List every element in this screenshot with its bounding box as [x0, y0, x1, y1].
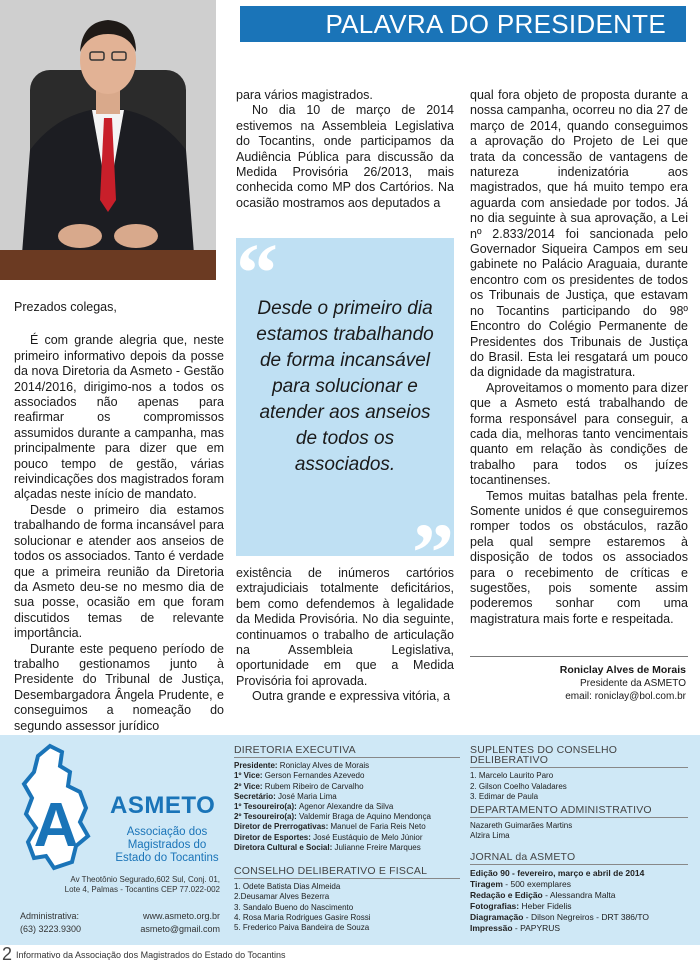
paragraph: Desde o primeiro dia estamos trabalhando de forma incansável para solucionar e atender aos anseios de todos os associados. Tanto é verdade que a primeira reunião da Diretoria da Asmeto deu-se no mesmo dia de sua posse, ocasião em que foram discutidos temas de relevante importância.	[14, 502, 224, 641]
credit-value: José Maria Lima	[278, 791, 337, 801]
credit-value: Roniclay Alves de Morais	[279, 761, 370, 771]
publication-name: Informativo da Associação dos Magistrados do Estado do Tocantins	[16, 950, 286, 960]
credit-value: José Eustáquio de Melo Júnior	[313, 832, 423, 842]
departamento-administrativo	[470, 805, 688, 842]
credit-label: Fotografias:	[470, 901, 522, 912]
credit-value: Julianne Freire Marques	[334, 842, 421, 852]
credit-label: Diretora Cultural e Social:	[234, 842, 335, 852]
credit-value: - PAPYRUS	[514, 923, 561, 934]
credit-value: Agenor Alexandre da Silva	[299, 802, 394, 812]
credit-label: Diretor de Esportes:	[234, 832, 314, 842]
contact-block	[20, 910, 220, 936]
list-item: 2. Gilson Coelho Valadares	[470, 781, 567, 791]
paragraph: Aproveitamos o momento para dizer que a Asmeto está trabalhando de forma responsável para conseguir, a cada dia, melhoras tanto vencimentais quanto em relação às condições de trabalho para todos os juízes tocantinenses.	[470, 380, 688, 488]
credit-row	[470, 890, 688, 901]
section-heading: DEPARTAMENTO ADMINISTRATIVO	[470, 805, 688, 818]
edition-line: Edição 90 - fevereiro, março e abril de 2014	[470, 868, 645, 879]
tocantins-map-icon	[10, 742, 110, 872]
credit-label: 1º Vice:	[234, 771, 265, 781]
credit-row	[470, 901, 688, 912]
credit-row	[470, 879, 688, 890]
credit-label: Diretor de Prerrogativas:	[234, 822, 331, 832]
article-column-2-top	[236, 88, 454, 211]
signature-divider	[470, 656, 688, 657]
credit-row	[470, 923, 688, 934]
section-heading: CONSELHO DELIBERATIVO E FISCAL	[234, 866, 460, 879]
diretoria-executiva	[234, 745, 460, 853]
credit-label: 1º Tesoureiro(a):	[234, 802, 300, 812]
list-item: 1. Odete Batista Dias Almeida	[234, 882, 341, 892]
credit-value: - Dilson Negreiros - DRT 386/TO	[525, 912, 650, 923]
credit-row	[234, 833, 460, 843]
logo-letter: A	[33, 791, 79, 860]
article-column-2-bottom	[236, 566, 454, 705]
address-line-2: Lote 4, Palmas - Tocantins CEP 77.022-002	[64, 885, 220, 894]
open-quote-icon: “	[236, 227, 278, 320]
paragraph: Temos muitas batalhas pela frente. Somente unidos é que conseguiremos romper todos os obstáculos, razão pela qual sempre estaremos à disposição de todos os associados para o recebimento de críticas e sugestões, pois somente assim poderemos sonhar com uma magistratura mais forte e respeitada.	[470, 488, 688, 626]
president-photo	[0, 0, 216, 280]
credit-label: Tiragem	[470, 879, 506, 890]
paragraph: Outra grande e expressiva vitória, a	[252, 689, 451, 704]
contact-label: Administrativa:	[20, 911, 80, 921]
credit-value: Gerson Fernandes Azevedo	[264, 771, 365, 781]
logo-title: ASMETO	[110, 792, 216, 819]
section-heading: DIRETORIA EXECUTIVA	[234, 745, 460, 758]
list-item: Nazareth Guimarães Martins	[470, 821, 573, 831]
paragraph: É com grande alegria que, neste primeiro informativo depois da posse da nova Diretoria da Asmeto - Gestão 2014/2016, dirigimo-nos a todos os associados não apenas para reafirmar os compromissos assumidos durante a campanha, mas principalmente para dizer que em pouco tempo de gestão, várias reivindicações dos magistrados foram alçadas neste início de mandato.	[14, 333, 224, 502]
signature-block	[560, 664, 686, 703]
credit-value: Manuel de Faria Reis Neto	[330, 822, 426, 832]
credit-row	[234, 822, 460, 832]
paragraph: existência de inúmeros cartórios extrajudiciais totalmente deficitários, bem como defendemos à legalidade da Medida Provisória. No dia seguinte, continuamos o trabalho de articulação na Assembleia Legislativa, oportunidade em que a Medida Provisória foi aprovada.	[236, 566, 454, 688]
pull-quote	[236, 227, 454, 600]
credit-label: Diagramação	[470, 912, 526, 923]
signature-name: Roniclay Alves de Morais	[559, 664, 686, 676]
conselho-deliberativo	[234, 866, 460, 933]
greeting: Prezados colegas,	[14, 300, 117, 314]
credit-row	[234, 843, 460, 853]
credit-row	[470, 912, 688, 923]
phone-number: (63) 3223.9300	[20, 924, 82, 934]
signature-role: Presidente da ASMETO	[580, 678, 686, 689]
article-column-3	[470, 88, 688, 627]
credit-value: - 500 exemplares	[505, 879, 571, 890]
credit-row	[234, 771, 460, 781]
list-item: 2.Deusamar Alves Bezerra	[234, 892, 330, 902]
signature-email[interactable]: email: roniclay@bol.com.br	[565, 691, 686, 702]
list-item: Alzira Lima	[470, 831, 510, 841]
website-link[interactable]: www.asmeto.org.br	[142, 911, 220, 921]
page-title: PALAVRA DO PRESIDENTE	[325, 9, 666, 39]
credit-value: - Alessandra Malta	[545, 890, 616, 901]
address-line-1: Av Theotônio Segurado,602 Sul, Conj. 01,	[70, 875, 220, 884]
section-heading: JORNAL da ASMETO	[470, 852, 688, 865]
credit-label: Redação e Edição	[470, 890, 546, 901]
address	[20, 875, 220, 895]
credit-value: Rubem Ribeiro de Carvalho	[264, 781, 364, 791]
credit-label: Secretário:	[234, 791, 279, 801]
list-item: 3. Sandalo Bueno do Nascimento	[234, 902, 354, 912]
credit-row	[234, 792, 460, 802]
suplentes	[470, 745, 688, 802]
list-item: 3. Edimar de Paula	[470, 791, 539, 801]
list-item: 4. Rosa Maria Rodrigues Gasire Rossi	[234, 912, 371, 922]
paragraph: qual fora objeto de proposta durante a nossa campanha, ocorreu no dia 27 de março de 2014, quando conseguimos a aprovação do Projeto de Lei que trata da concessão de vantagens de natureza indenizatória aos magistrados, que há muito tempo era aguarda com ansiedade por todos. Já no dia seguinte à sua aprovação, a Lei nº 2.833/2014 foi sancionada pelo Governador Siqueira Campos em seu gabinete no Palácio Araguaia, durante encontro com os presidentes de todos os Tribunais de Justiça, que estavam no Tocantins participando do 98º Encontro do Colégio Permanente de Presidentes dos Tribunais de Justiça do Brasil. Esta lei resgatará um pouco da dignidade da magistratura.	[470, 88, 688, 380]
credit-row	[234, 802, 460, 812]
jornal-credits	[470, 852, 688, 934]
article-column-1	[14, 300, 224, 734]
credit-row	[234, 782, 460, 792]
paragraph: No dia 10 de março de 2014 estivemos na Assembleia Legislativa do Tocantins, onde participamos da Audiência Pública para discussão da Medida Provisória 26/2013, mais conhecida como MP dos Cartórios. Na ocasião mostramos aos deputados a	[236, 103, 454, 210]
credit-value: Heber Fidelis	[521, 901, 572, 912]
list-item: 5. Frederico Paiva Bandeira de Souza	[234, 923, 370, 933]
credit-label: 2º Vice:	[234, 781, 265, 791]
credit-label: 2º Tesoureiro(a):	[234, 812, 300, 822]
header-bar	[240, 6, 686, 42]
page-footer	[0, 944, 700, 965]
page-number: 2	[2, 944, 13, 964]
credit-label: Presidente:	[234, 761, 280, 771]
credit-label: Impressão	[470, 923, 515, 934]
list-item: 1. Marcelo Laurito Paro	[470, 771, 554, 781]
close-quote-icon: ”	[412, 507, 454, 600]
logo-subtitle: Associação dos Magistrados do Estado do Tocantins	[115, 826, 219, 864]
section-heading: SUPLENTES DO CONSELHO DELIBERATIVO	[470, 745, 688, 768]
pull-quote-text: Desde o primeiro dia estamos trabalhando de forma incansável para solucionar e atender aos anseios de todos os associados.	[256, 298, 434, 475]
paragraph: Durante este pequeno período de trabalho gestionamos junto à Presidente do Tribunal de Justiça, Desembargadora Ângela Prudente, e conseguimos a nomeação do segundo assessor jurídico	[14, 641, 224, 733]
email-link[interactable]: asmeto@gmail.com	[140, 924, 220, 934]
paragraph: para vários magistrados.	[236, 88, 373, 102]
credit-row	[234, 812, 460, 822]
credit-row	[234, 761, 460, 771]
credit-value: Valdemir Braga de Aquino Mendonça	[299, 812, 431, 822]
president-portrait-illustration	[0, 0, 216, 280]
